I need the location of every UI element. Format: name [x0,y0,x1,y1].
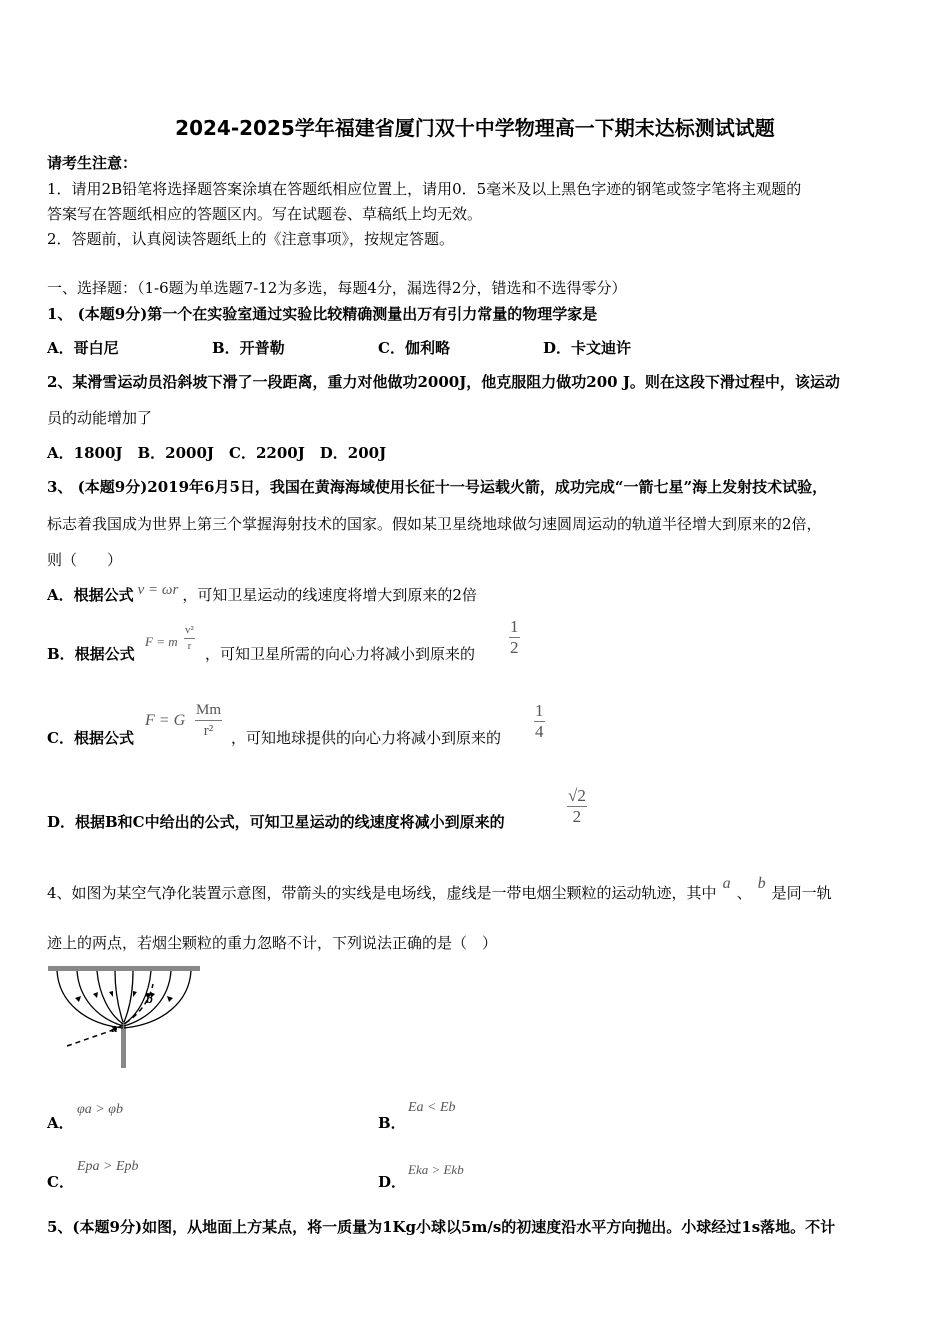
formula-c-fraction [195,700,222,741]
formula-c-denominator: r² [203,723,214,739]
question-1-option-b: B．开普勒 [212,339,285,357]
option-b-prefix: B．根据公式 [47,645,135,663]
option-d-prefix: D．根据B和C中给出的公式，可知卫星运动的线速度将减小到原来的 [47,813,505,831]
fraction-numerator: 1 [510,617,519,636]
fraction-denominator: 2 [510,638,519,657]
question-5-stem-line-1: 5、(本题9分)如图，从地面上方某点，将一质量为1Kg小球以5m/s的初速度沿水平方向抛出。小球经过1s落地。不计 [47,1218,836,1236]
fraction-one-quarter [534,701,545,742]
question-4-stem-text: 4、如图为某空气净化装置示意图，带箭头的实线是电场线，虚线是一带电烟尘颗粒的运动轨迹，其中 [47,884,717,902]
fraction-numerator: 1 [535,701,544,720]
formula-b-numerator: v² [184,623,195,639]
arrow-head [75,996,81,1002]
question-4-stem-end: 是同一轨 [771,884,832,902]
electrode-rod [121,1022,126,1068]
question-4-option-d-formula: Eka > Ekb [408,1162,464,1177]
dust-trajectory [67,984,153,1046]
question-4-option-a-formula: φa > φb [77,1102,123,1117]
question-2-stem-line-1: 2、某滑雪运动员沿斜坡下滑了一段距离，重力对他做功2000J，他克服阻力做功200 J。则在这段下滑过程中，该运动 [47,373,840,391]
notice-line-1: 1．请用2B铅笔将选择题答案涂填在答题纸相应位置上，请用0．5毫米及以上黑色字迹的钢笔或签字笔将主观题的 [47,180,802,198]
separator: 、 [736,884,752,902]
question-3-option-a [47,584,477,605]
question-3-option-c [47,727,134,748]
fraction-root2-over-2 [567,786,587,827]
formula-b-denominator: r [187,640,192,652]
question-4-option-c-label: C． [47,1173,74,1191]
formula-c-numerator: Mm [195,700,222,721]
question-2-options: A．1800J B．2000J C．2200J D．200J [47,444,387,462]
option-b-text: ，可知卫星所需的向心力将减小到原来的 [205,645,476,663]
notice-heading: 请考生注意： [47,154,138,172]
question-4-option-b-label: B． [378,1114,406,1132]
question-4-option-a-label: A． [47,1114,74,1132]
option-c-prefix: C．根据公式 [47,729,134,747]
question-1-stem: 1、 (本题9分)第一个在实验室通过实验比较精确测量出万有引力常量的物理学家是 [47,305,598,323]
fraction-numerator: √2 [568,786,586,805]
question-3-option-d [47,811,505,832]
question-1-option-c: C．伽利略 [378,339,450,357]
page-title: 2024-2025学年福建省厦门双十中学物理高一下期末达标测试试题 [175,116,775,140]
arrow-head [133,991,137,997]
field-line [97,971,123,1024]
option-a-prefix: A．根据公式 [47,586,134,604]
air-purifier-diagram [45,962,205,1072]
formula-c-left: F = G [145,712,186,729]
field-line [57,971,123,1028]
field-arrows [75,991,173,1002]
variable-b: b [757,875,766,892]
formula-b-fraction [184,623,195,654]
field-line [115,971,123,1022]
section-heading: 一、选择题：（1-6题为单选题7-12为多选，每题4分，漏选得2分，错选和不选得零分） [47,279,627,297]
question-3-stem-line-3: 则（ ） [47,551,123,569]
arrow-head [109,991,113,997]
notice-line-1b: 答案写在答题纸相应的答题区内。写在试题卷、草稿纸上均无效。 [47,205,483,223]
formula-v-omega-r: v = ωr [137,582,179,598]
question-3-stem-line-2: 标志着我国成为世界上第三个掌握海射技术的国家。假如某卫星绕地球做匀速圆周运动的轨道半径增大到原来的2倍， [47,515,822,533]
variable-a: a [722,875,731,892]
question-4-option-c-formula: Epa > Epb [77,1159,139,1174]
option-a-text: ，可知卫星运动的线速度将增大到原来的2倍 [182,586,477,604]
question-3-option-b [47,643,135,664]
question-1-option-d: D．卡文迪许 [543,339,632,357]
field-line [124,971,133,1022]
fraction-denominator: 4 [535,722,544,741]
notice-line-2: 2．答题前，认真阅读答题纸上的《注意事项》，按规定答题。 [47,230,455,248]
top-plate [48,966,200,971]
fraction-denominator: 2 [572,807,582,826]
question-2-stem-line-2: 员的动能增加了 [47,409,153,427]
option-c-text: ，可知地球提供的向心力将减小到原来的 [231,729,502,747]
question-3-stem-line-1: 3、 (本题9分)2019年6月5日，我国在黄海海域使用长征十一号运载火箭，成功完成“一箭七星”海上发射技术试验， [47,478,828,496]
question-4-option-b-formula: Ea < Eb [408,1100,456,1115]
question-4-option-d-label: D． [378,1173,407,1191]
field-line [124,971,191,1028]
question-4-stem-line-2: 迹上的两点，若烟尘颗粒的重力忽略不计，下列说法正确的是（ ） [47,934,498,952]
arrow-head [93,992,98,998]
question-1-option-a: A．哥白尼 [47,339,119,357]
question-4-stem-line-1 [47,875,832,903]
label-b: b [146,994,153,1006]
formula-b-left: F = m [145,634,178,649]
label-a: a [111,1023,118,1035]
arrow-head [167,996,173,1002]
fraction-one-half [509,617,520,658]
